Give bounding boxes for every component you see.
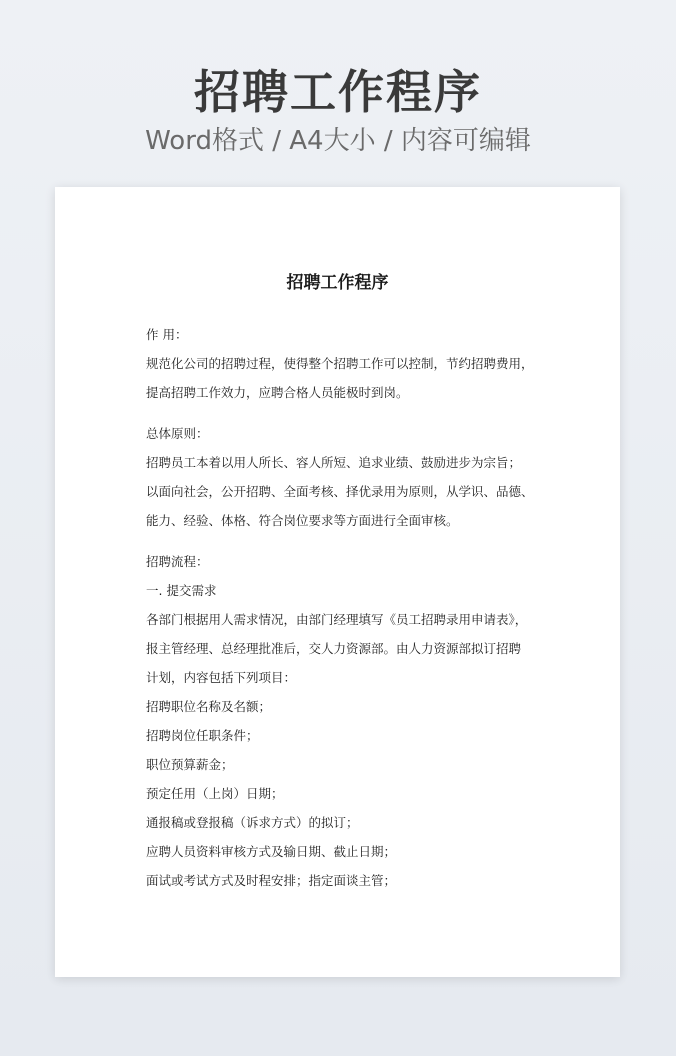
paragraph-line: 一. 提交需求 [146,583,217,598]
section-heading: 总体原则： [146,426,209,441]
paragraph-line: 招聘岗位任职条件； [146,728,259,743]
paragraph-line: 面试或考试方式及时程安排；指定面谈主管； [146,873,397,888]
paragraph-line: 预定任用（上岗）日期； [146,786,284,801]
paragraph-line: 规范化公司的招聘过程，使得整个招聘工作可以控制，节约招聘费用， [146,356,534,371]
paragraph-line: 职位预算薪金； [146,757,234,772]
paragraph-line: 招聘员工本着以用人所长、容人所短、追求业绩、鼓励进步为宗旨； [146,455,522,470]
paragraph-line: 报主管经理、总经理批准后，交人力资源部。由人力资源部拟订招聘 [146,641,522,656]
section-heading: 作 用： [146,327,188,342]
hero-banner [0,62,676,158]
section-gap [146,535,546,547]
document-page [55,187,620,977]
paragraph-line: 计划，内容包括下列项目： [146,670,297,685]
paragraph-line: 能力、经验、体格、符合岗位要求等方面进行全面审核。 [146,513,459,528]
section-heading: 招聘流程： [146,554,209,569]
paragraph-line: 通报稿或登报稿（诉求方式）的拟订； [146,815,359,830]
document-title: 招聘工作程序 [286,273,389,293]
paragraph-line: 以面向社会，公开招聘、全面考核、择优录用为原则，从学识、品德、 [146,484,534,499]
paragraph-line: 各部门根据用人需求情况，由部门经理填写《员工招聘录用申请表》， [146,612,528,627]
hero-title: 招聘工作程序 [194,65,482,119]
paragraph-line: 提高招聘工作效力，应聘合格人员能极时到岗。 [146,385,409,400]
paragraph-line: 招聘职位名称及名额； [146,699,272,714]
document-body [146,320,546,895]
hero-subtitle: Word格式 / A4大小 / 内容可编辑 [145,126,531,156]
section-gap [146,407,546,419]
paragraph-line: 应聘人员资料审核方式及输日期、截止日期； [146,844,397,859]
